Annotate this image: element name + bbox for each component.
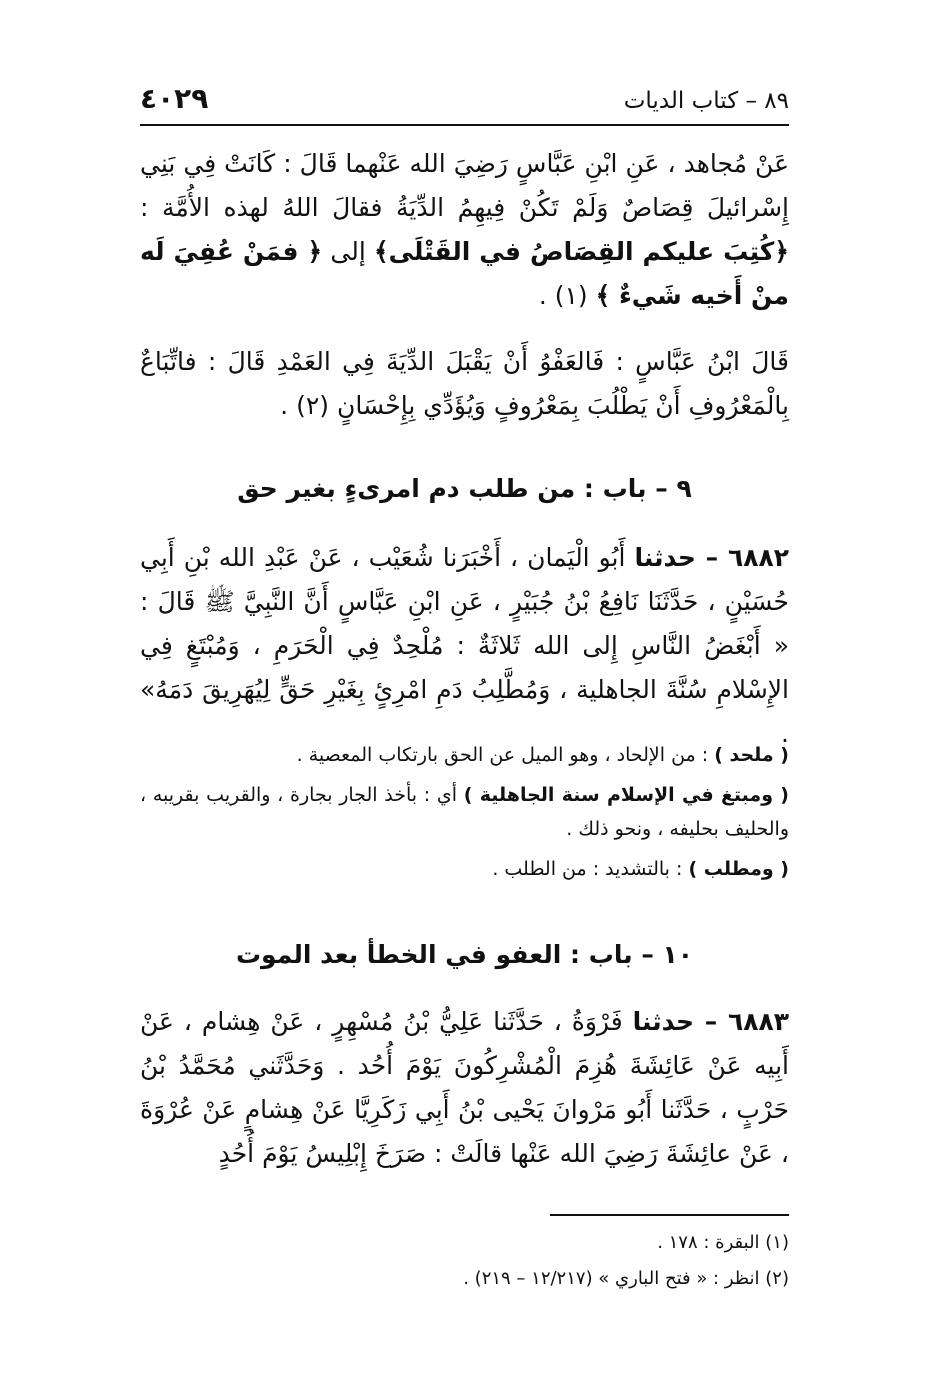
hadith-text: أَبُو الْيَمان ، أَخْبَرَنا شُعَيْب ، عَنْ عَبْدِ الله بْنِ أَبِي حُسَيْنٍ ، حَدَّثَنَا نَافِعُ بْنُ جُبَيْرٍ ، عَنِ ابْنِ عَبَّاسٍ أَنَّ النَّبِيَّ ﷺ قَالَ : « أَبْغَضُ النَّاسِ إِلى الله ثَلاثَةٌ : مُلْحِدٌ فِي الْحَرَمِ ، وَمُبْتَغٍ فِي الإِسْلامِ سُنَّةَ الجاهلية ، وَمُطَّلِبُ دَمِ امْرِئٍ بِغَيْرِ حَقٍّ لِيُهَرِيقَ دَمَهُ» . [140, 543, 789, 748]
note-term: ( ملحد ) [714, 744, 789, 766]
page-header [140, 82, 789, 122]
hadith-number: ٦٨٨٣ – حدثنا [632, 1007, 789, 1036]
glossary-notes [140, 738, 789, 886]
note-text: : بالتشديد : من الطلب . [492, 858, 683, 880]
chapter-heading: ٩ – باب : من طلب دم امرىءٍ بغير حق [237, 474, 692, 503]
paragraph-mujahid [140, 142, 789, 318]
section-9 [140, 474, 789, 503]
note-text: أي : بأخذ الجار بجارة ، والقريب بقريبه ، والحليف بحليفه ، ونحو ذلك . [140, 784, 789, 840]
paragraph-text: قَالَ ابْنُ عَبَّاسٍ : فَالعَفْوُ أَنْ يَقْبَلَ الدِّيَةَ فِي العَمْدِ قَالَ : فاتِّبَاعٌ بِالْمَعْرُوفِ أَنْ يَطْلُبَ بِمَعْرُوفٍ وَيُؤَدِّي بِإِحْسَانٍ (٢) . [140, 347, 789, 420]
hadith-number: ٦٨٨٢ – حدثنا [634, 543, 789, 572]
header-divider [140, 124, 789, 126]
connector-word: إلى [330, 237, 366, 266]
footnote-2: (٢) انظر : « فتح الباري » (١٢/٢١٧ – ٢١٩) . [463, 1268, 789, 1289]
chapter-heading: ١٠ – باب : العفو في الخطأ بعد الموت [235, 940, 694, 969]
note-text: : من الإلحاد ، وهو الميل عن الحق بارتكاب المعصية . [296, 744, 709, 766]
footnote-divider [550, 1214, 789, 1216]
note [140, 852, 789, 886]
quran-quote: ﴿كُتِبَ عليكم القِصَاصُ في القَتْلَى﴾ [374, 237, 789, 266]
chapter-title: ٨٩ – كتاب الديات [623, 88, 789, 114]
paragraph-ibn-abbas [140, 340, 789, 428]
note [140, 738, 789, 772]
quran-quote: ﴿ فمَنْ عُفِيَ لَه منْ أَخيه شَيءٌ ﴾ [140, 237, 789, 310]
page-number: ٤٠٢٩ [140, 82, 209, 115]
hadith-6883 [140, 1000, 789, 1176]
section-10 [140, 940, 789, 969]
note-term: ( ومطلب ) [688, 858, 789, 880]
paragraph-text: عَنْ مُجاهد ، عَنِ ابْنِ عَبَّاسٍ رَضِيَ الله عَنْهما قَالَ : كَانَتْ فِي بَنِي إِسْرائيلَ قِصَاصٌ وَلَمْ تَكُنْ فِيهِمُ الدِّيَةُ فقالَ اللهُ لهذه الأُمَّة : [140, 149, 789, 222]
footnote-ref: (١) . [538, 281, 588, 310]
hadith-6882 [140, 536, 789, 756]
note-term: ( ومبتغ في الإسلام سنة الجاهلية ) [463, 784, 789, 806]
hadith-text: فَرْوَةُ ، حَدَّثَنا عَلِيُّ بْنُ مُسْهِرٍ ، عَنْ هِشام ، عَنْ أَبِيه عَنْ عَائِشَةَ هُزِمَ الْمُشْرِكُونَ يَوْمَ أُحُد . وَحَدَّثَني مُحَمَّدُ بْنُ حَرْبٍ ، حَدَّثَنا أَبُو مَرْوانَ يَحْيى بْنُ أَبِي زَكَرِيَّا عَنْ هِشامٍ عَنْ عُرْوَةَ ، عَنْ عائِشَةَ رَضِيَ الله عَنْها قالَتْ : صَرَخَ إِبْلِيسُ يَوْمَ أُحُدٍ [140, 1007, 789, 1168]
note [140, 778, 789, 846]
footnote-1: (١) البقرة : ١٧٨ . [657, 1232, 789, 1253]
